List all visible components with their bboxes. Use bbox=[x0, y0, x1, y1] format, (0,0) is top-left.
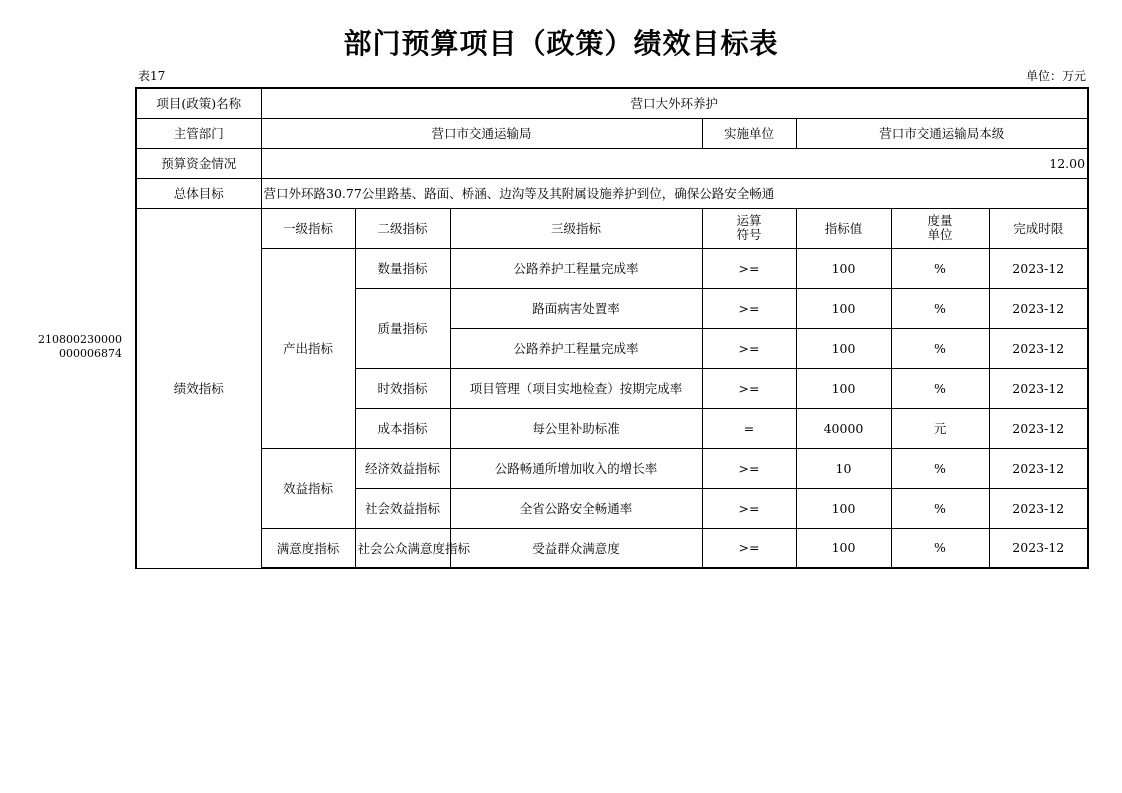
subgroup-economic: 经济效益指标 bbox=[355, 448, 450, 488]
header-target: 指标值 bbox=[796, 208, 891, 248]
indicator-deadline: 2023-12 bbox=[989, 328, 1088, 368]
side-code bbox=[20, 333, 122, 361]
indicator-unit: % bbox=[891, 488, 989, 528]
subgroup-public-satisfaction: 社会公众满意度指标 bbox=[355, 528, 450, 568]
indicator-deadline: 2023-12 bbox=[989, 408, 1088, 448]
header-unit-line-1: 度量 bbox=[927, 213, 953, 228]
indicator-name: 路面病害处置率 bbox=[450, 288, 702, 328]
indicator-unit: % bbox=[891, 288, 989, 328]
header-unit-line-2: 单位 bbox=[927, 227, 953, 242]
indicator-value: 100 bbox=[796, 528, 891, 568]
indicator-operator: >= bbox=[702, 248, 796, 288]
table-row bbox=[136, 528, 1088, 568]
subgroup-social: 社会效益指标 bbox=[355, 488, 450, 528]
indicator-deadline: 2023-12 bbox=[989, 248, 1088, 288]
indicator-value: 100 bbox=[796, 328, 891, 368]
indicator-value: 100 bbox=[796, 248, 891, 288]
implementing-unit-value: 营口市交通运输局本级 bbox=[796, 118, 1088, 148]
header-level3: 三级指标 bbox=[450, 208, 702, 248]
project-name-label: 项目(政策)名称 bbox=[136, 88, 261, 118]
department-label: 主管部门 bbox=[136, 118, 261, 148]
indicator-deadline: 2023-12 bbox=[989, 448, 1088, 488]
indicator-name: 公路畅通所增加收入的增长率 bbox=[450, 448, 702, 488]
project-name-value: 营口大外环养护 bbox=[261, 88, 1088, 118]
indicator-unit: % bbox=[891, 448, 989, 488]
group-benefit: 效益指标 bbox=[261, 448, 355, 528]
indicator-unit: % bbox=[891, 528, 989, 568]
indicator-name: 受益群众满意度 bbox=[450, 528, 702, 568]
indicator-operator: = bbox=[702, 408, 796, 448]
overall-goal-value: 营口外环路30.77公里路基、路面、桥涵、边沟等及其附属设施养护到位，确保公路安全畅通 bbox=[261, 178, 1088, 208]
subgroup-timeliness: 时效指标 bbox=[355, 368, 450, 408]
performance-indicators-label: 绩效指标 bbox=[136, 208, 261, 568]
indicator-value: 100 bbox=[796, 288, 891, 328]
indicator-deadline: 2023-12 bbox=[989, 368, 1088, 408]
header-level2: 二级指标 bbox=[355, 208, 450, 248]
subgroup-quality: 质量指标 bbox=[355, 288, 450, 368]
header-operator-line-2: 符号 bbox=[736, 227, 762, 242]
header-operator bbox=[702, 208, 796, 248]
header-deadline: 完成时限 bbox=[989, 208, 1088, 248]
table-row bbox=[136, 248, 1088, 288]
subgroup-cost: 成本指标 bbox=[355, 408, 450, 448]
header-level1: 一级指标 bbox=[261, 208, 355, 248]
indicator-name: 公路养护工程量完成率 bbox=[450, 328, 702, 368]
overall-goal-label: 总体目标 bbox=[136, 178, 261, 208]
indicator-deadline: 2023-12 bbox=[989, 528, 1088, 568]
budget-value: 12.00 bbox=[261, 148, 1088, 178]
indicator-operator: >= bbox=[702, 488, 796, 528]
page-title: 部门预算项目（政策）绩效目标表 bbox=[343, 27, 779, 60]
indicator-value: 40000 bbox=[796, 408, 891, 448]
indicator-operator: >= bbox=[702, 368, 796, 408]
indicator-name: 公路养护工程量完成率 bbox=[450, 248, 702, 288]
indicator-unit: % bbox=[891, 328, 989, 368]
indicator-unit: % bbox=[891, 368, 989, 408]
indicator-value: 100 bbox=[796, 368, 891, 408]
indicator-unit: 元 bbox=[891, 408, 989, 448]
side-code-line-2: 000006874 bbox=[59, 347, 122, 360]
performance-table bbox=[135, 87, 1089, 569]
side-code-line-1: 210800230000 bbox=[38, 333, 122, 346]
indicator-value: 100 bbox=[796, 488, 891, 528]
indicator-deadline: 2023-12 bbox=[989, 488, 1088, 528]
table-row bbox=[136, 448, 1088, 488]
indicator-unit: % bbox=[891, 248, 989, 288]
department-value: 营口市交通运输局 bbox=[261, 118, 702, 148]
indicator-name: 每公里补助标准 bbox=[450, 408, 702, 448]
indicator-name: 项目管理（项目实地检查）按期完成率 bbox=[450, 368, 702, 408]
indicator-deadline: 2023-12 bbox=[989, 288, 1088, 328]
table-number: 表17 bbox=[138, 69, 166, 83]
indicator-operator: >= bbox=[702, 448, 796, 488]
implementing-unit-label: 实施单位 bbox=[702, 118, 796, 148]
indicator-operator: >= bbox=[702, 288, 796, 328]
budget-label: 预算资金情况 bbox=[136, 148, 261, 178]
header-unit bbox=[891, 208, 989, 248]
indicator-operator: >= bbox=[702, 528, 796, 568]
group-satisfaction: 满意度指标 bbox=[261, 528, 355, 568]
indicator-value: 10 bbox=[796, 448, 891, 488]
indicator-operator: >= bbox=[702, 328, 796, 368]
unit-label: 单位：万元 bbox=[1025, 69, 1086, 83]
header-operator-line-1: 运算 bbox=[736, 213, 762, 228]
subgroup-quantity: 数量指标 bbox=[355, 248, 450, 288]
group-output: 产出指标 bbox=[261, 248, 355, 448]
indicator-name: 全省公路安全畅通率 bbox=[450, 488, 702, 528]
